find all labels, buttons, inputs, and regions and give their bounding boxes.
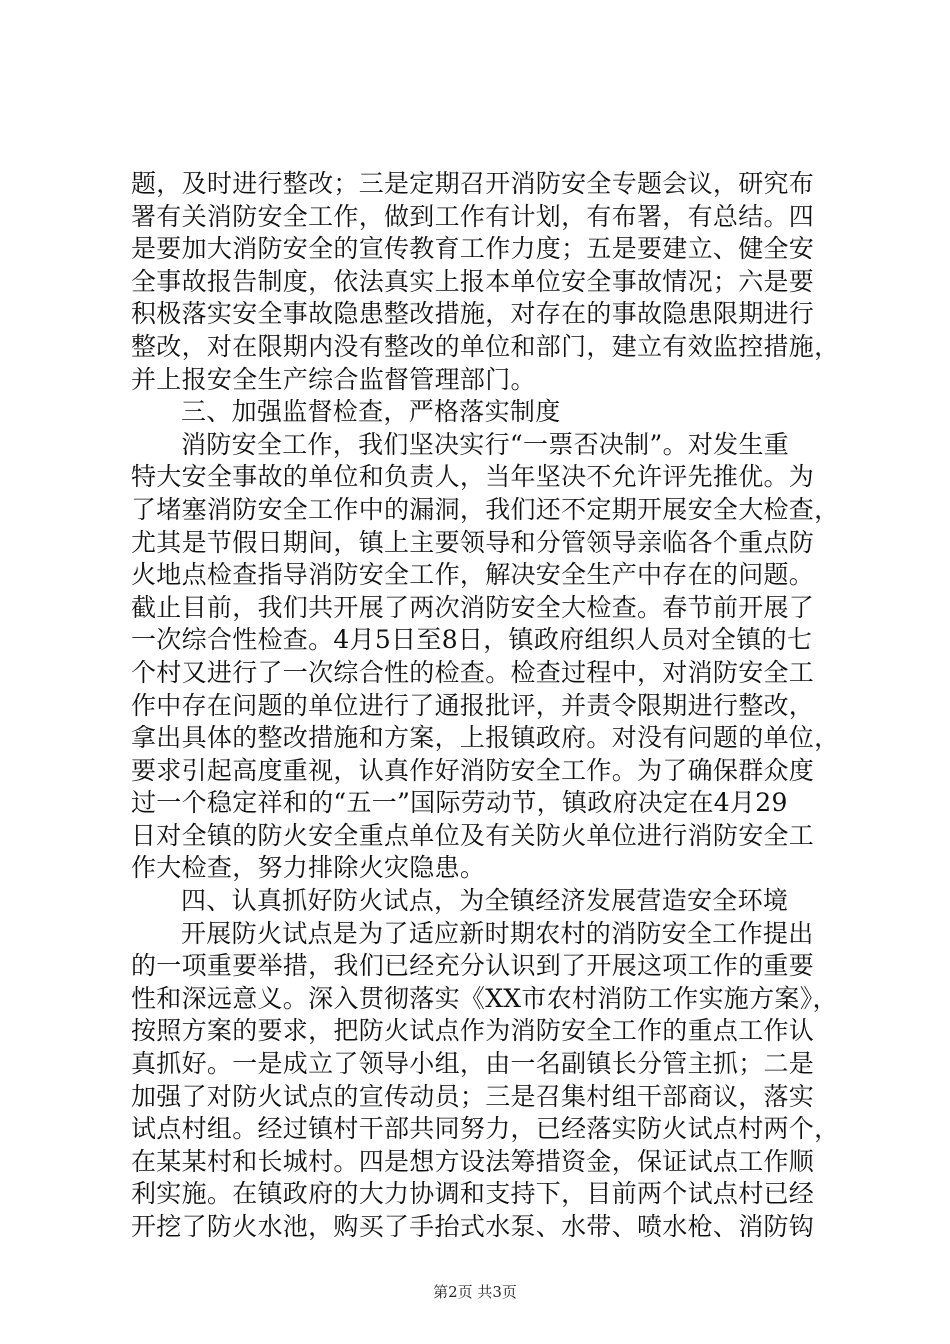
text-line: 特大安全事故的单位和负责人，当年坚决不允许评先推优。为: [131, 462, 815, 492]
text-line: 个村又进行了一次综合性的检查。检查过程中，对消防安全工: [131, 657, 815, 687]
text-line: 的一项重要举措，我们已经充分认识到了开展这项工作的重要: [131, 951, 815, 981]
text-line: 性和深远意义。深入贯彻落实《XX市农村消防工作实施方案》，: [131, 983, 838, 1013]
text-line: 利实施。在镇政府的大力协调和支持下，目前两个试点村已经: [131, 1179, 815, 1209]
text-line: 署有关消防安全工作，做到工作有计划，有布署，有总结。四: [131, 201, 815, 231]
text-line: 火地点检查指导消防安全工作，解决安全生产中存在的问题。: [131, 560, 815, 590]
text-line: 三、加强监督检查，严格落实制度: [181, 397, 561, 427]
page-footer: 第2页 共3页: [433, 1283, 517, 1301]
document-body: [131, 168, 840, 1244]
text-line: 一次综合性检查。4月5日至8日，镇政府组织人员对全镇的七: [131, 625, 813, 655]
text-line: 消防安全工作，我们坚决实行“一票否决制”。对发生重: [181, 429, 790, 459]
text-line: 作大检查，努力排除火灾隐患。: [131, 853, 486, 883]
text-line: 作中存在问题的单位进行了通报批评，并责令限期进行整改，: [131, 690, 815, 720]
text-line: 整改，对在限期内没有整改的单位和部门，建立有效监控措施，: [131, 331, 840, 361]
text-line: 四、认真抓好防火试点，为全镇经济发展营造安全环境: [181, 886, 789, 916]
text-line: 并上报安全生产综合监督管理部门。: [131, 364, 536, 394]
text-line: 开展防火试点是为了适应新时期农村的消防安全工作提出: [181, 918, 814, 948]
text-line: 要求引起高度重视，认真作好消防安全工作。为了确保群众度: [131, 755, 815, 785]
text-line: 试点村组。经过镇村干部共同努力，已经落实防火试点村两个，: [131, 1114, 840, 1144]
text-line: 在某某村和长城村。四是想方设法筹措资金，保证试点工作顺: [131, 1146, 815, 1176]
text-line: 拿出具体的整改措施和方案，上报镇政府。对没有问题的单位，: [131, 723, 840, 753]
text-line: 过一个稳定祥和的“五一”国际劳动节，镇政府决定在4月29: [131, 788, 788, 818]
text-line: 尤其是节假日期间，镇上主要领导和分管领导亲临各个重点防: [131, 527, 815, 557]
text-line: 真抓好。一是成立了领导小组，由一名副镇长分管主抓；二是: [131, 1049, 815, 1079]
text-line: 积极落实安全事故隐患整改措施，对存在的事故隐患限期进行: [131, 299, 815, 329]
text-line: 是要加大消防安全的宣传教育工作力度；五是要建立、健全安: [131, 234, 815, 264]
text-line: 加强了对防火试点的宣传动员；三是召集村组干部商议，落实: [131, 1081, 815, 1111]
text-line: 日对全镇的防火安全重点单位及有关防火单位进行消防安全工: [131, 820, 815, 850]
text-line: 题，及时进行整改；三是定期召开消防安全专题会议，研究布: [131, 169, 815, 198]
text-line: 截止目前，我们共开展了两次消防安全大检查。春节前开展了: [131, 592, 815, 622]
text-line: 全事故报告制度，依法真实上报本单位安全事故情况；六是要: [131, 266, 815, 296]
text-line: 了堵塞消防安全工作中的漏洞，我们还不定期开展安全大检查，: [131, 494, 840, 524]
text-line: 开挖了防火水池，购买了手抬式水泵、水带、喷水枪、消防钩: [131, 1212, 815, 1241]
text-line: 按照方案的要求，把防火试点作为消防安全工作的重点工作认: [131, 1016, 815, 1046]
